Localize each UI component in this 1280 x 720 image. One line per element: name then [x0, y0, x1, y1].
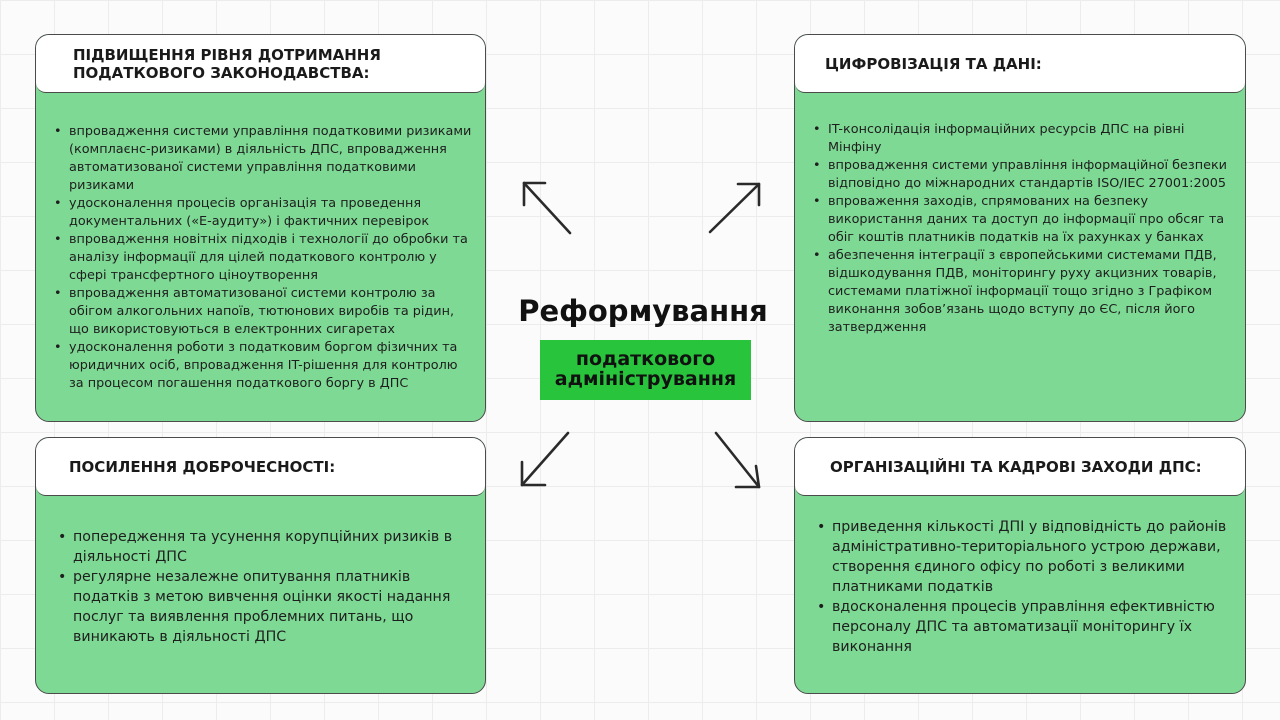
card-organizational-heading: ОРГАНІЗАЦІЙНІ ТА КАДРОВІ ЗАХОДИ ДПС: [795, 438, 1245, 496]
card-tax-compliance-heading: ПІДВИЩЕННЯ РІВНЯ ДОТРИМАННЯ ПОДАТКОВОГО ЗАКОНОДАВСТВА: [36, 35, 485, 93]
arrow-up-left-icon [524, 183, 570, 233]
card-integrity-list [58, 527, 473, 647]
list-item: • впровадження новітніх підходів і технології до обробки та аналізу інформації для цілей податкового контролю у сфері трансфертного ціноутворення [54, 231, 475, 285]
center-title: Реформування [518, 294, 768, 328]
card-tax-compliance [35, 34, 486, 422]
list-item: • регулярне незалежне опитування платників податків з метою вивчення оцінки якості надання послуг та виявлення проблемних питань, що виникають в діяльності ДПС [58, 567, 473, 647]
list-item: • вдосконалення процесів управління ефективністю персоналу ДПС та автоматизації моніторингу їх виконання [817, 597, 1233, 657]
list-item: • впровадження системи управління податковими ризиками (комплаєнс-ризиками) в діяльність ДПС, впровадження автоматизованої системи управління податковими ризиками [54, 123, 475, 195]
list-item: • IT-консолідація інформаційних ресурсів ДПС на рівні Мінфіну [813, 121, 1231, 157]
list-item: • удосконалення роботи з податковим боргом фізичних та юридичних осіб, впровадження IT-рішення для контролю за процесом погашення податкового боргу в ДПС [54, 339, 475, 393]
arrow-up-right-icon [710, 184, 759, 232]
card-organizational-list [817, 517, 1233, 657]
card-organizational [794, 437, 1246, 694]
card-digitalization-list [813, 121, 1231, 337]
list-item: • абезпечення інтеграції з європейськими системами ПДВ, відшкодування ПДВ, моніторингу руху акцизних товарів, системами платіжної інформації тощо згідно з Графіком виконання зобов’язань щодо вступу до ЄС, після його затвердження [813, 247, 1231, 337]
center-subtitle: податкового адміністрування [540, 340, 751, 400]
list-item: • попередження та усунення корупційних ризиків в діяльності ДПС [58, 527, 473, 567]
card-digitalization [794, 34, 1246, 422]
list-item: • удосконалення процесів організація та проведення документальних («Е-аудиту») і фактичних перевірок [54, 195, 475, 231]
list-item: • впровадження системи управління інформаційної безпеки відповідно до міжнародних стандартів ISO/IEC 27001:2005 [813, 157, 1231, 193]
arrow-down-right-icon [716, 433, 759, 487]
list-item: • приведення кількості ДПІ у відповідність до районів адміністративно-територіального устрою держави, створення єдиного офісу по роботі з великими платниками податків [817, 517, 1233, 597]
list-item: • впроваження заходів, спрямованих на безпеку використання даних та доступ до інформації про обсяг та обіг коштів платників податків на їх рахунках у банках [813, 193, 1231, 247]
card-tax-compliance-list [54, 123, 475, 393]
list-item: • впровадження автоматизованої системи контролю за обігом алкогольних напоїв, тютюнових виробів та рідин, що використовуються в електронних сигаретах [54, 285, 475, 339]
arrow-down-left-icon [522, 433, 568, 485]
card-integrity [35, 437, 486, 694]
card-digitalization-heading: ЦИФРОВІЗАЦІЯ ТА ДАНІ: [795, 35, 1245, 93]
card-integrity-heading: ПОСИЛЕННЯ ДОБРОЧЕСНОСТІ: [36, 438, 485, 496]
